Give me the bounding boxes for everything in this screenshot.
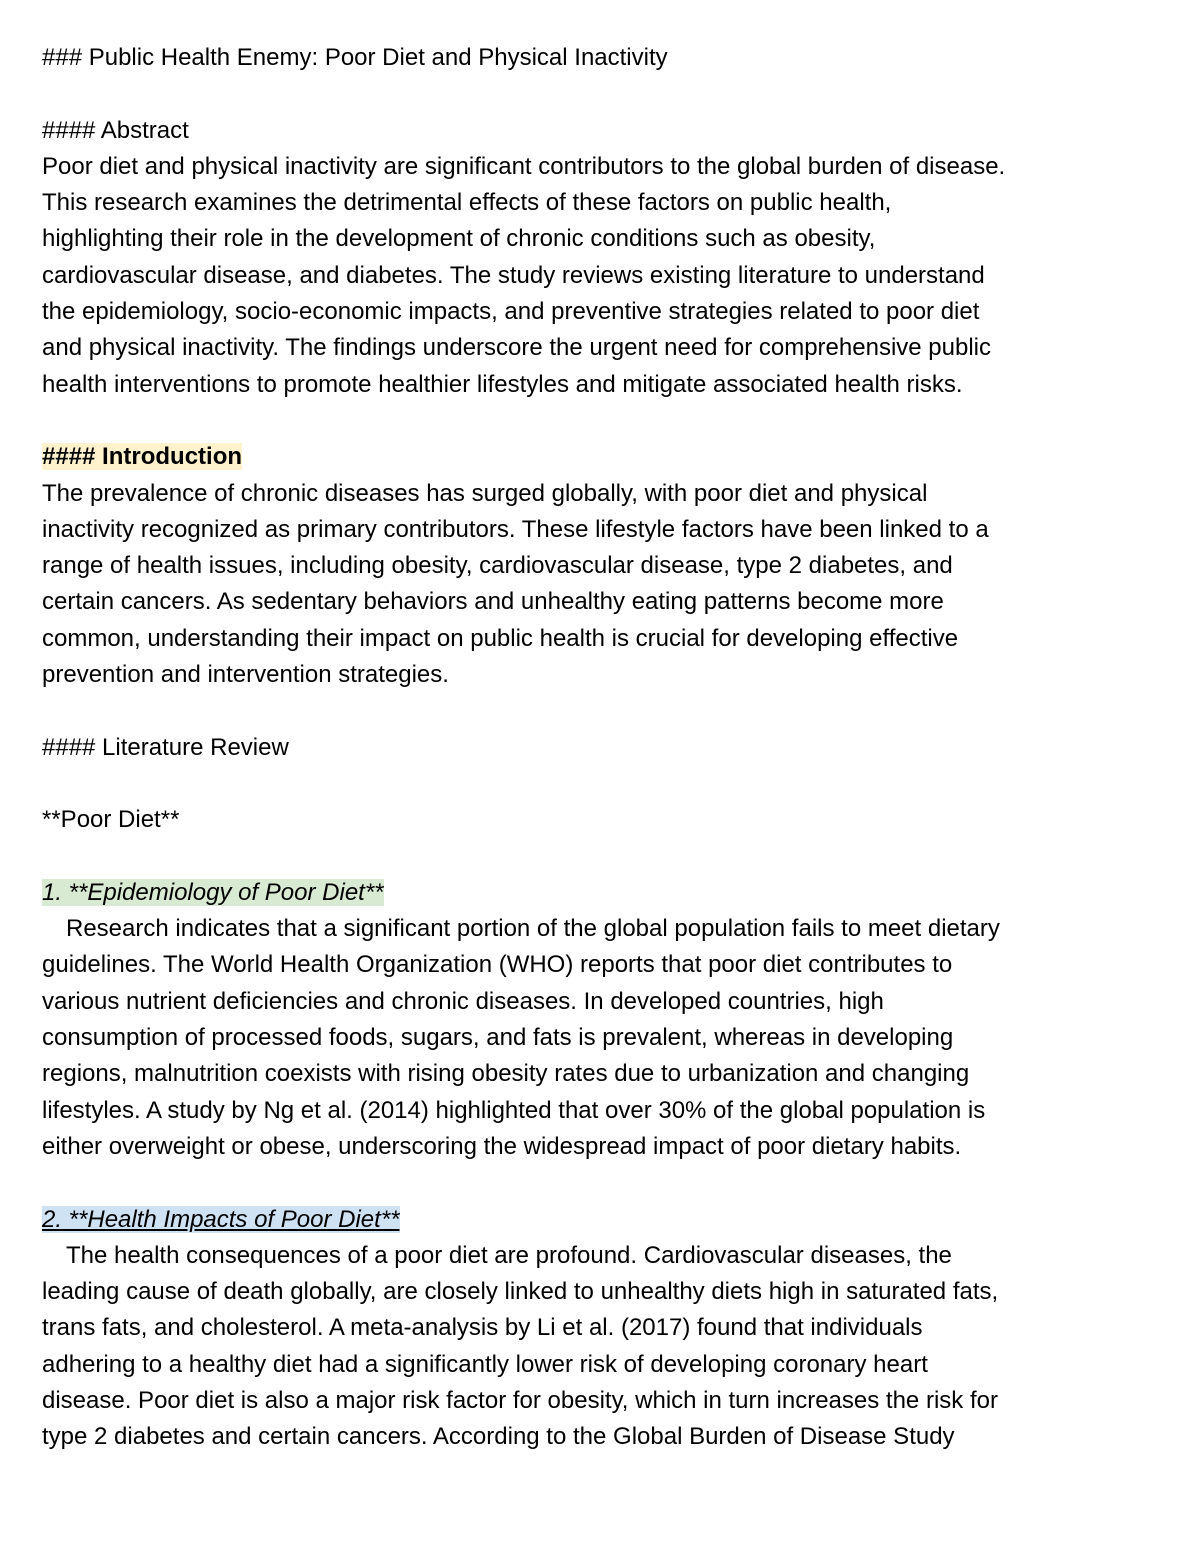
health-impacts-line: disease. Poor diet is also a major risk factor for obesity, which in turn increases the risk for	[42, 1386, 998, 1414]
epidemiology-heading: 1. **Epidemiology of Poor Diet**	[42, 878, 384, 906]
abstract-line: highlighting their role in the development of chronic conditions such as obesity,	[42, 225, 876, 253]
abstract-line: and physical inactivity. The findings underscore the urgent need for comprehensive public	[42, 334, 991, 362]
introduction-heading: #### Introduction	[42, 443, 243, 471]
abstract-line: cardiovascular disease, and diabetes. The study reviews existing literature to understand	[42, 261, 985, 289]
spacer	[42, 839, 1162, 875]
abstract-line: This research examines the detrimental effects of these factors on public health,	[42, 189, 892, 217]
introduction-line: inactivity recognized as primary contributors. These lifestyle factors have been linked to a	[42, 515, 989, 543]
spacer	[42, 693, 1162, 729]
health-impacts-heading: 2. **Health Impacts of Poor Diet**	[42, 1205, 400, 1233]
spacer	[42, 1165, 1162, 1201]
abstract-paragraph	[42, 149, 1162, 403]
epidemiology-paragraph	[42, 911, 1162, 1165]
introduction-line: prevention and intervention strategies.	[42, 661, 449, 689]
health-impacts-line: type 2 diabetes and certain cancers. According to the Global Burden of Disease Study	[42, 1423, 955, 1451]
introduction-line: certain cancers. As sedentary behaviors and unhealthy eating patterns become more	[42, 588, 944, 616]
abstract-heading: #### Abstract	[42, 116, 189, 144]
introduction-paragraph	[42, 476, 1162, 694]
introduction-line: The prevalence of chronic diseases has surged globally, with poor diet and physical	[42, 479, 928, 507]
health-impacts-line: The health consequences of a poor diet are profound. Cardiovascular diseases, the	[66, 1241, 952, 1269]
document-title: ### Public Health Enemy: Poor Diet and Physical Inactivity	[42, 44, 668, 71]
literature-review-heading: #### Literature Review	[42, 733, 289, 761]
item1-heading-row	[42, 875, 1162, 911]
health-impacts-line: trans fats, and cholesterol. A meta-analysis by Li et al. (2017) found that individuals	[42, 1314, 923, 1342]
epidemiology-line: various nutrient deficiencies and chronic diseases. In developed countries, high	[42, 987, 884, 1015]
epidemiology-line: lifestyles. A study by Ng et al. (2014) highlighted that over 30% of the global population is	[42, 1096, 986, 1124]
abstract-line: health interventions to promote healthier lifestyles and mitigate associated health risks.	[42, 370, 963, 398]
epidemiology-line: consumption of processed foods, sugars, and fats is prevalent, whereas in developing	[42, 1024, 954, 1052]
health-impacts-line: adhering to a healthy diet had a significantly lower risk of developing coronary heart	[42, 1350, 928, 1378]
epidemiology-line: Research indicates that a significant portion of the global population fails to meet dietary	[66, 915, 1000, 943]
introduction-line: common, understanding their impact on public health is crucial for developing effective	[42, 624, 959, 652]
spacer	[42, 403, 1162, 439]
epidemiology-line: regions, malnutrition coexists with rising obesity rates due to urbanization and changing	[42, 1060, 970, 1088]
health-impacts-paragraph	[42, 1238, 1162, 1456]
health-impacts-line: leading cause of death globally, are closely linked to unhealthy diets high in saturated fats,	[42, 1278, 999, 1306]
poor-diet-subheading: **Poor Diet**	[42, 806, 180, 834]
epidemiology-line: guidelines. The World Health Organization (WHO) reports that poor diet contributes to	[42, 951, 953, 979]
spacer	[42, 766, 1162, 802]
epidemiology-line: either overweight or obese, underscoring the widespread impact of poor dietary habits.	[42, 1132, 962, 1160]
document-page	[42, 40, 1162, 1456]
abstract-line: Poor diet and physical inactivity are significant contributors to the global burden of disease.	[42, 152, 1006, 180]
abstract-line: the epidemiology, socio-economic impacts, and preventive strategies related to poor diet	[42, 298, 980, 326]
introduction-heading-row	[42, 439, 1162, 475]
spacer	[42, 76, 1162, 112]
introduction-line: range of health issues, including obesity, cardiovascular disease, type 2 diabetes, and	[42, 552, 953, 580]
item2-heading-row	[42, 1202, 1162, 1238]
